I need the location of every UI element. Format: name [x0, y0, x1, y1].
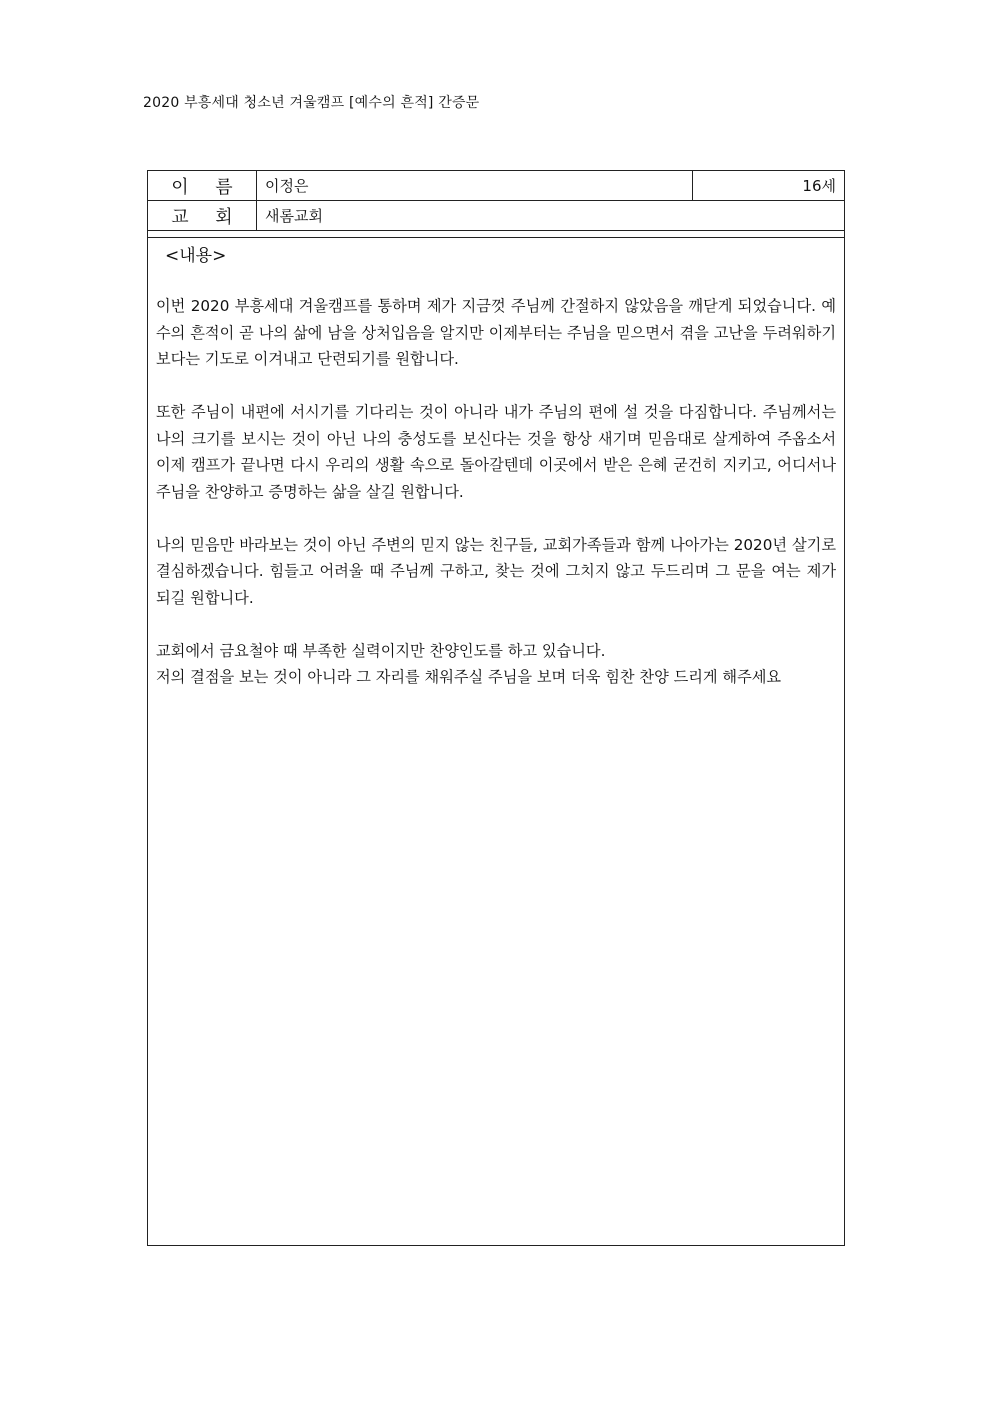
church-label: [148, 201, 257, 230]
content-paragraph: 또한 주님이 내편에 서시기를 기다리는 것이 아니라 내가 주님의 편에 설 것을 다짐합니다. 주님께서는 나의 크기를 보시는 것이 아닌 나의 충성도를 보신다는 것을 항상 새기며 믿음대로 살게하여 주옵소서 이제 캠프가 끝나면 다시 우리의 생활 속으로 돌아갈텐데 이곳에서 받은 은혜 굳건히 지키고, 어디서나 주님을 찬양하고 증명하는 삶을 살길 원합니다.: [156, 403, 836, 501]
name-label: [148, 171, 257, 200]
content-paragraph: 나의 믿음만 바라보는 것이 아닌 주변의 믿지 않는 친구들, 교회가족들과 함께 나아가는 2020년 살기로 결심하겠습니다. 힘들고 어려울 때 주님께 구하고, 찾는 것에 그치지 않고 두드리며 그 문을 여는 제가 되길 원합니다.: [156, 535, 836, 607]
content-body: [156, 293, 836, 691]
church-row: [148, 201, 844, 231]
content-paragraph: 교회에서 금요철야 때 부족한 실력이지만 찬양인도를 하고 있습니다.: [156, 641, 606, 660]
content-paragraph: 저의 결점을 보는 것이 아니라 그 자리를 채워주실 주님을 보며 더욱 힘찬 찬양 드리게 해주세요: [156, 668, 782, 686]
age-value: 16세: [802, 177, 836, 195]
section-divider: [148, 231, 844, 238]
document-title: 2020 부흥세대 청소년 겨울캠프 [예수의 흔적] 간증문: [143, 95, 480, 111]
church-value: 새롬교회: [265, 207, 323, 225]
content-heading: <내용>: [165, 246, 227, 266]
testimony-form: [147, 170, 845, 1246]
name-label-char-1: 이: [171, 176, 189, 198]
name-label-char-2: 름: [215, 176, 233, 198]
content-paragraph: 이번 2020 부흥세대 겨울캠프를 통하며 제가 지금껏 주님께 간절하지 않았음을 깨닫게 되었습니다. 예수의 흔적이 곧 나의 삶에 남을 상처입음을 알지만 이제부터는 주님을 믿으면서 겪을 고난을 두려워하기보다는 기도로 이겨내고 단련되기를 원합니다.: [156, 297, 836, 368]
church-label-char-2: 회: [215, 206, 233, 228]
name-value: 이정은: [257, 171, 693, 200]
name-row: [148, 171, 844, 201]
church-label-char-1: 교: [171, 206, 189, 228]
